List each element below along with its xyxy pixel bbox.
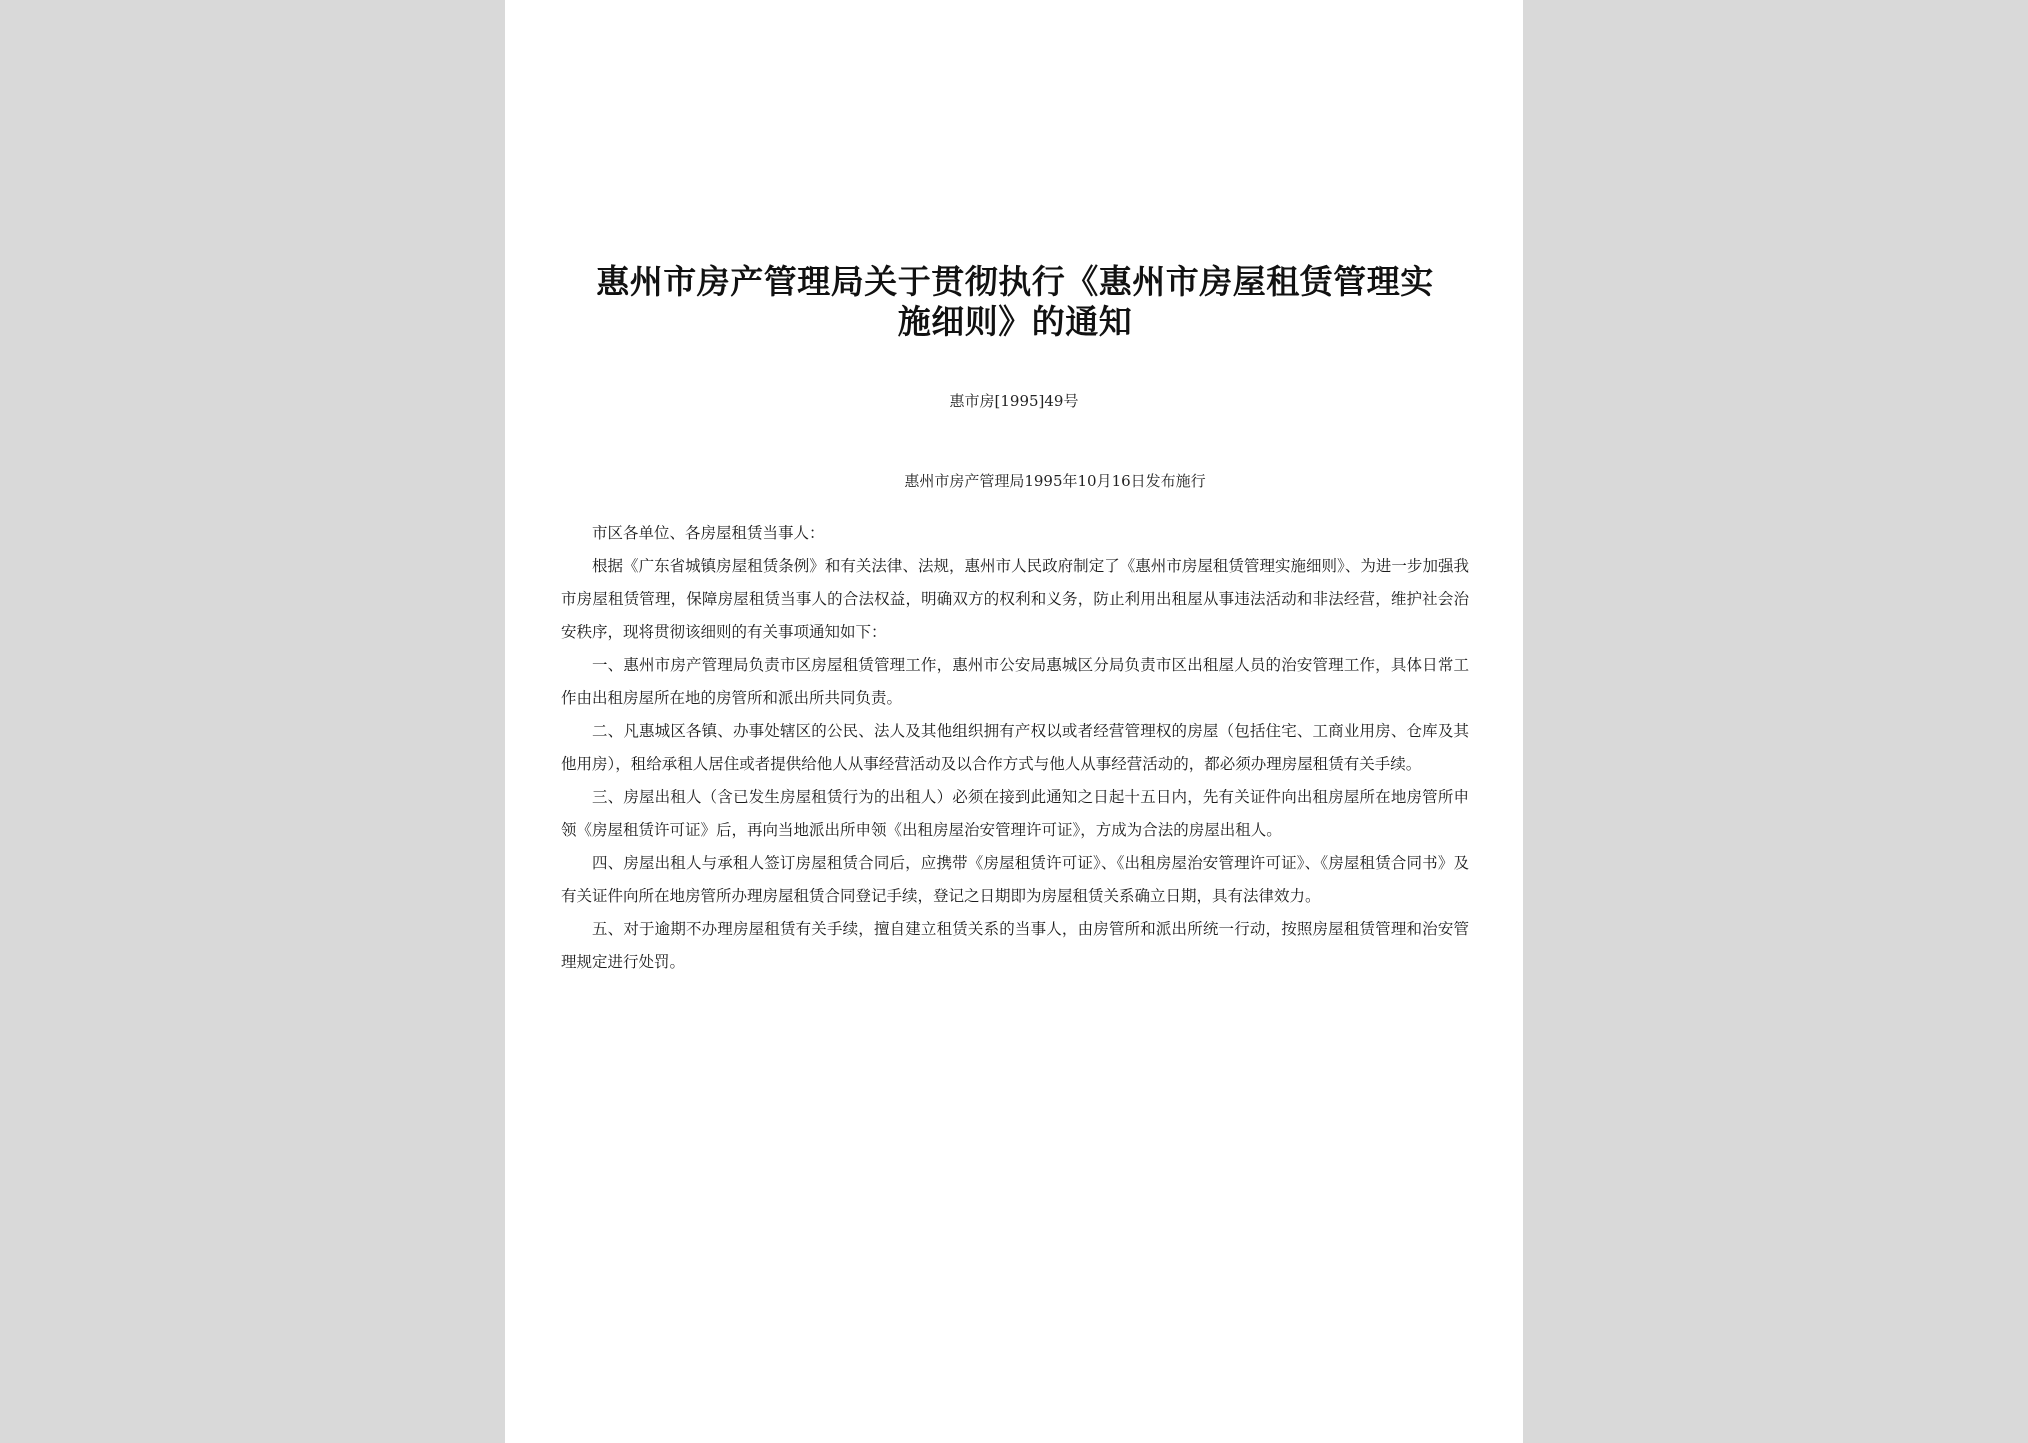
body-paragraph: 根据《广东省城镇房屋租赁条例》和有关法律、法规，惠州市人民政府制定了《惠州市房屋租赁管理实施细则》、为进一步加强我市房屋租赁管理，保障房屋租赁当事人的合法权益，明确双方的权利和义务，防止利用出租屋从事违法活动和非法经营，维护社会治安秩序，现将贯彻该细则的有关事项通知如下： [561, 557, 1469, 641]
document-page [505, 0, 1523, 1443]
body-paragraph: 三、房屋出租人（含已发生房屋租赁行为的出租人）必须在接到此通知之日起十五日内，先有关证件向出租房屋所在地房管所申领《房屋租赁许可证》后，再向当地派出所申领《出租房屋治安管理许可证》，方成为合法的房屋出租人。 [561, 788, 1469, 839]
document-body [561, 517, 1469, 979]
issuer-line: 惠州市房产管理局1995年10月16日发布施行 [904, 472, 1206, 490]
body-paragraph: 五、对于逾期不办理房屋租赁有关手续，擅自建立租赁关系的当事人，由房管所和派出所统一行动，按照房屋租赁管理和治安管理规定进行处罚。 [561, 920, 1469, 971]
document-number: 惠市房[1995]49号 [949, 392, 1079, 410]
salutation: 市区各单位、各房屋租赁当事人： [592, 524, 825, 542]
body-paragraph: 四、房屋出租人与承租人签订房屋租赁合同后，应携带《房屋租赁许可证》、《出租房屋治安管理许可证》、《房屋租赁合同书》及有关证件向所在地房管所办理房屋租赁合同登记手续，登记之日期即为房屋租赁关系确立日期，具有法律效力。 [561, 854, 1469, 905]
body-paragraph: 二、凡惠城区各镇、办事处辖区的公民、法人及其他组织拥有产权以或者经营管理权的房屋（包括住宅、工商业用房、仓库及其他用房），租给承租人居住或者提供给他人从事经营活动及以合作方式与他人从事经营活动的，都必须办理房屋租赁有关手续。 [561, 722, 1469, 773]
document-title: 惠州市房产管理局关于贯彻执行《惠州市房屋租赁管理实施细则》的通知 [596, 262, 1434, 341]
body-paragraph: 一、惠州市房产管理局负责市区房屋租赁管理工作，惠州市公安局惠城区分局负责市区出租屋人员的治安管理工作，具体日常工作由出租房屋所在地的房管所和派出所共同负责。 [561, 656, 1469, 707]
